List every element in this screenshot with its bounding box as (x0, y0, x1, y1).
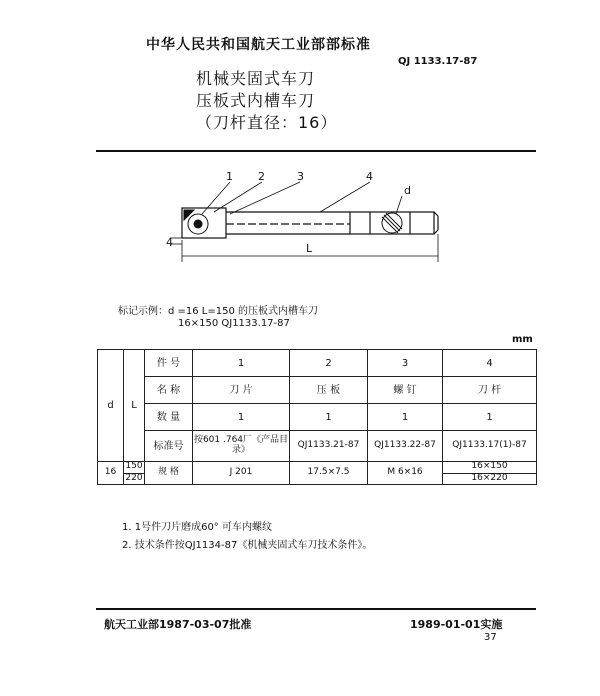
marking-example: 标记示例：d =16 L=150 的压板式内槽车刀 (118, 306, 319, 317)
table-cell: J 201 (193, 462, 290, 485)
header-d: d (98, 350, 124, 462)
L-value-220: 220 (125, 472, 143, 483)
top-rule (96, 150, 536, 152)
row-label: 数 量 (145, 404, 193, 431)
title-line-2: 压板式内槽车刀 (196, 91, 316, 110)
table-cell: 1 (443, 404, 537, 431)
table-cell: 1 (290, 404, 368, 431)
tool-body (182, 208, 438, 238)
page-number: 37 (484, 632, 497, 643)
table-row (98, 404, 537, 431)
leader-lines (202, 182, 402, 214)
spec-150: 16×150 (443, 462, 537, 474)
table-cell: M 6×16 (368, 462, 443, 485)
table-cell: 1 (368, 404, 443, 431)
callout-2: 2 (258, 170, 265, 183)
callout-3: 3 (297, 170, 304, 183)
row-label: 名 称 (145, 377, 193, 404)
table-cell: QJ1133.21-87 (290, 431, 368, 462)
table-cell: 刀 杆 (443, 377, 537, 404)
table-cell: 17.5×7.5 (290, 462, 368, 485)
approval-date: 航天工业部1987-03-07批准 (104, 618, 252, 631)
marking-code: 16×150 QJ1133.17-87 (178, 318, 290, 329)
section-circle (382, 213, 402, 233)
table-row (98, 350, 537, 377)
table-row (98, 462, 537, 474)
spec-220: 16×220 (443, 473, 537, 485)
d-value: 16 (98, 462, 124, 485)
callout-1: 1 (226, 170, 233, 183)
table-row (98, 431, 537, 462)
insert-detail (184, 210, 208, 234)
row-label: 件 号 (145, 350, 193, 377)
standard-code: QJ 1133.17-87 (398, 56, 478, 67)
table-cell: QJ1133.17(1)-87 (443, 431, 537, 462)
tool-drawing (160, 168, 450, 268)
parts-table (97, 349, 537, 485)
implementation-date: 1989-01-01实施 (410, 618, 503, 631)
header-L: L (124, 350, 145, 462)
L-value-150: 150 (125, 461, 143, 472)
issuing-organization: 中华人民共和国航天工业部部标准 (146, 37, 371, 53)
row-label: 标准号 (145, 431, 193, 462)
dim-4-label: 4 (166, 236, 173, 249)
unit-label: mm (512, 334, 533, 345)
table-cell: QJ1133.22-87 (368, 431, 443, 462)
table-cell: 刀 片 (193, 377, 290, 404)
table-cell: 3 (368, 350, 443, 377)
table-cell: 4 (443, 350, 537, 377)
table-cell: 1 (193, 404, 290, 431)
bottom-rule (96, 608, 536, 610)
table-cell: 压 板 (290, 377, 368, 404)
note-1: 1. 1号件刀片磨成60° 可车内螺纹 (122, 522, 272, 533)
row-label: 规 格 (145, 462, 193, 485)
table-cell: 按601 .764厂《产品目录》 (193, 431, 290, 462)
callout-4: 4 (366, 170, 373, 183)
table-cell: 2 (290, 350, 368, 377)
note-2: 2. 技术条件按QJ1134-87《机械夹固式车刀技术条件》。 (122, 540, 373, 551)
table-row (98, 377, 537, 404)
dim-d-label: d (404, 184, 411, 197)
table-cell: 1 (193, 350, 290, 377)
table-cell: 螺 钉 (368, 377, 443, 404)
title-line-3: （刀杆直径：16） (196, 113, 338, 132)
dim-L-label: L (306, 242, 313, 255)
title-line-1: 机械夹固式车刀 (196, 69, 316, 88)
